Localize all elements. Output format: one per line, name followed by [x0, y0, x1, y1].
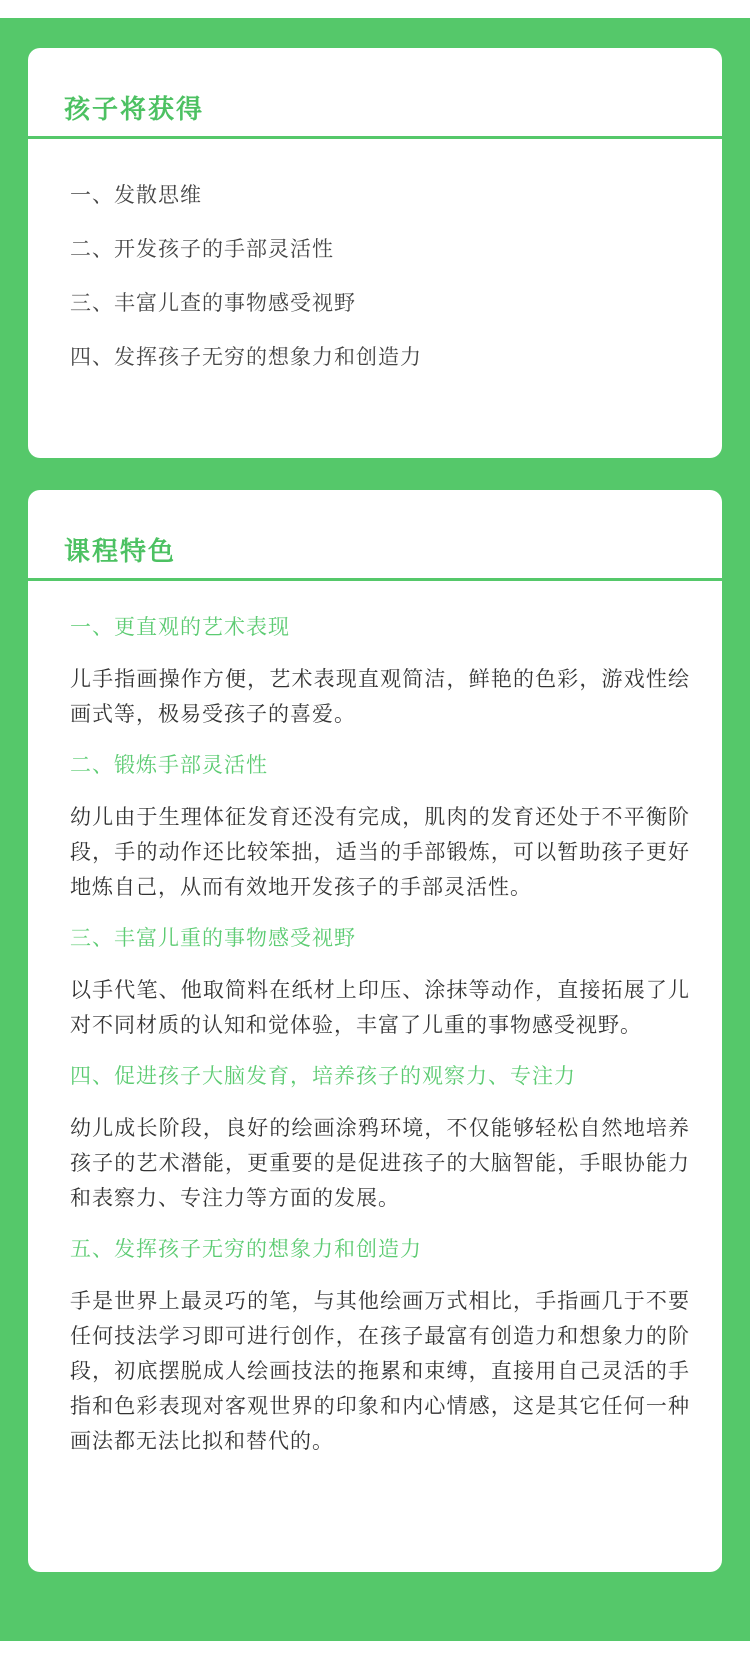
feature-body: 以手代笔、他取简料在纸材上印压、涂抹等动作，直接拓展了儿对不同材质的认知和觉体验，丰富了儿重的事物感受视野。: [70, 978, 690, 1037]
feature-body: 手是世界上最灵巧的笔，与其他绘画万式相比，手指画几于不要任何技法学习即可进行创作，在孩子最富有创造力和想象力的阶段，初底摆脱成人绘画技法的拖累和束缚，直接用自己灵活的手指和色彩表现对客观世界的印象和内心情感，这是其它任何一种画法都无法比拟和替代的。: [70, 1289, 690, 1453]
benefit-item: 三、丰富儿查的事物感受视野: [70, 291, 356, 315]
feature-heading: 三、丰富儿重的事物感受视野: [70, 926, 356, 950]
benefit-item: 一、发散思维: [70, 183, 202, 207]
feature-heading: 四、促进孩子大脑发育，培养孩子的观察力、专注力: [70, 1064, 576, 1088]
feature-body: 儿手指画操作方便，艺术表现直观简洁，鲜艳的色彩，游戏性绘画式等，极易受孩子的喜爱。: [70, 667, 690, 726]
features-content: [70, 610, 690, 1475]
benefits-title: 孩子将获得: [64, 95, 205, 125]
feature-heading: 五、发挥孩子无穷的想象力和创造力: [70, 1237, 422, 1261]
benefit-item: 四、发挥孩子无穷的想象力和创造力: [70, 345, 422, 369]
features-title: 课程特色: [64, 537, 177, 567]
benefits-list: [70, 178, 422, 394]
feature-body: 幼儿由于生理体征发育还没有完成，肌肉的发育还处于不平衡阶段，手的动作还比较笨拙，适当的手部锻炼，可以暂助孩子更好地炼自己，从而有效地开发孩子的手部灵活性。: [70, 805, 690, 899]
benefits-card: [28, 48, 722, 458]
benefits-title-divider: [28, 136, 722, 139]
features-card: [28, 490, 722, 1572]
feature-heading: 一、更直观的艺术表现: [70, 615, 290, 639]
feature-heading: 二、锻炼手部灵活性: [70, 753, 268, 777]
benefit-item: 二、开发孩子的手部灵活性: [70, 237, 334, 261]
feature-body: 幼儿成长阶段，良好的绘画涂鸦环境，不仅能够轻松自然地培养孩子的艺术潜能，更重要的是促进孩子的大脑智能，手眼协能力和表察力、专注力等方面的发展。: [70, 1116, 690, 1210]
features-title-divider: [28, 578, 722, 581]
